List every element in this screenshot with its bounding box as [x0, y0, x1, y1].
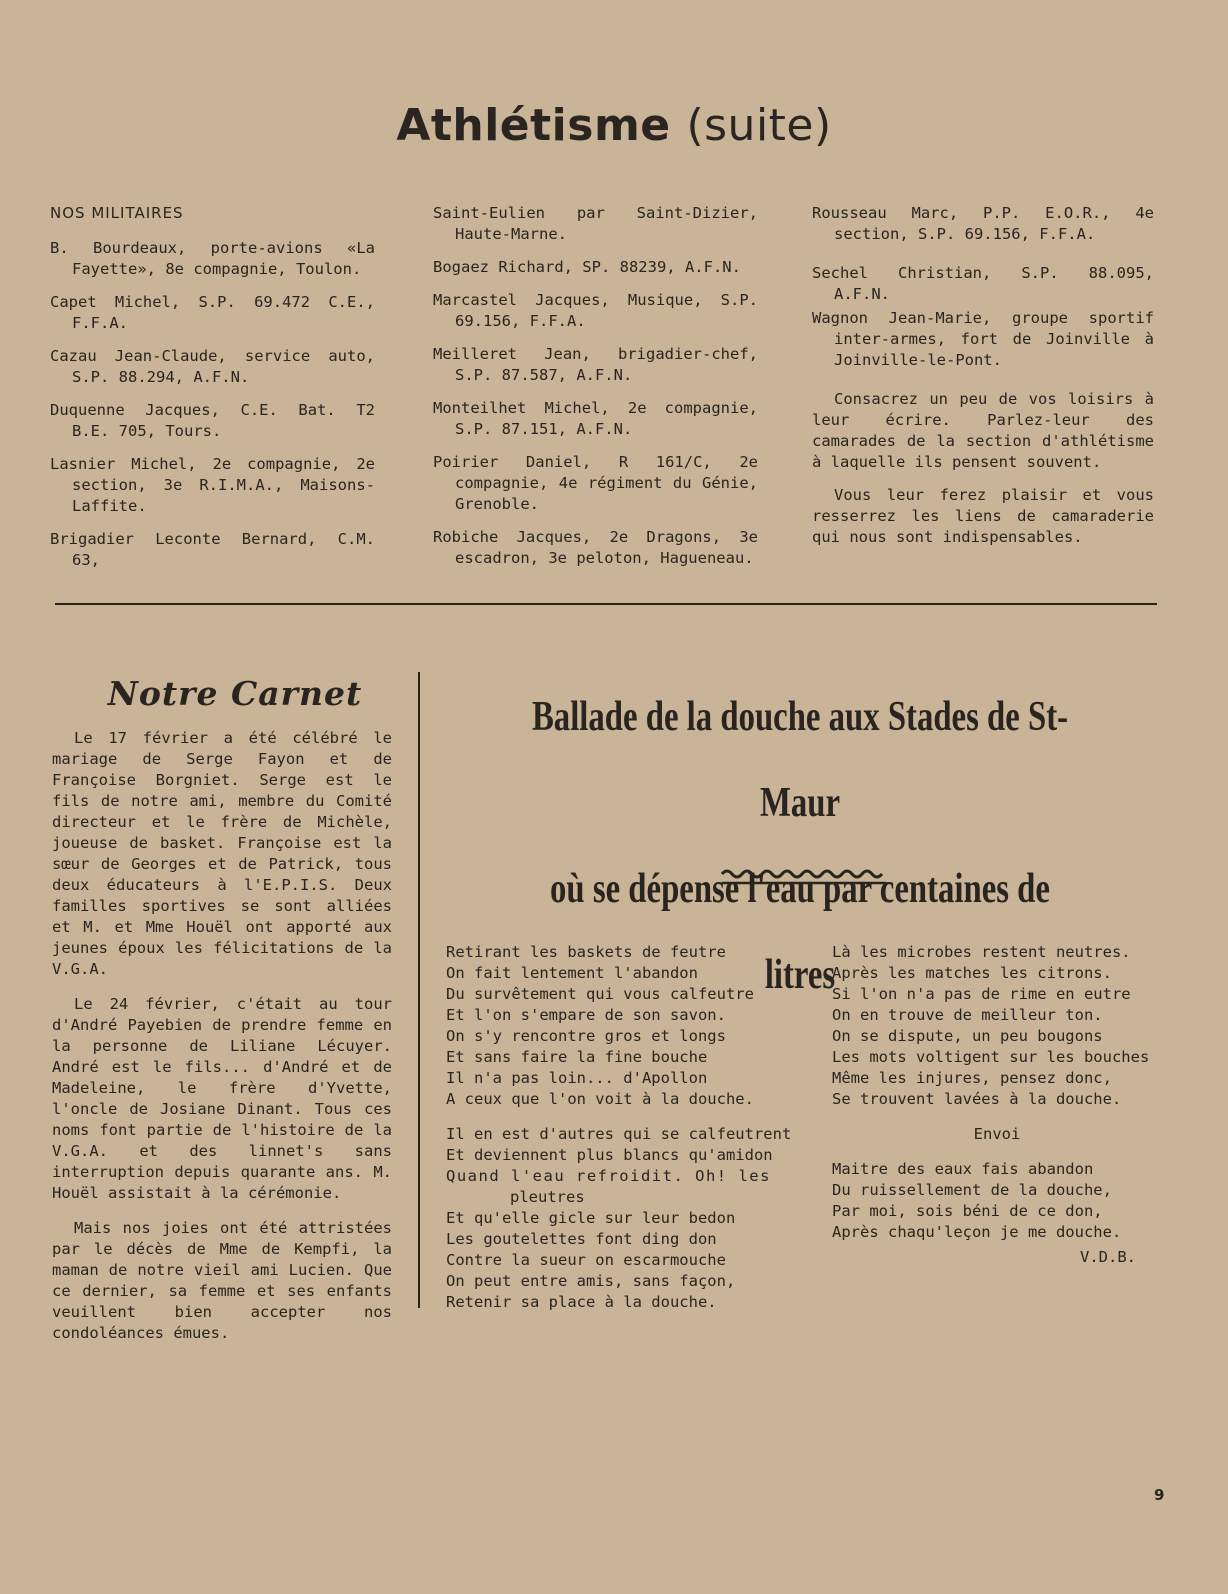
- poem-line: Retenir sa place à la douche.: [446, 1293, 717, 1311]
- militaires-col-2: [433, 203, 758, 581]
- page-number: 9: [1154, 1486, 1165, 1504]
- poem-stanza: [832, 942, 1162, 1110]
- title-suffix: (suite): [686, 100, 832, 151]
- militaire-entry: Capet Michel, S.P. 69.472 C.E., F.F.A.: [50, 293, 375, 332]
- poem-stanza: [446, 942, 786, 1110]
- poem-line: On se dispute, un peu bougons: [832, 1027, 1103, 1045]
- appeal-paragraph: Consacrez un peu de vos loisirs à leur écrire. Parlez-leur des camarades de la section d'athlétisme à laquelle ils pensent souvent.: [812, 390, 1154, 471]
- poem-line: Et sans faire la fine bouche: [446, 1048, 708, 1066]
- poem-line: Se trouvent lavées à la douche.: [832, 1090, 1122, 1108]
- poem-line: Retirant les baskets de feutre: [446, 943, 726, 961]
- militaires-heading: NOS MILITAIRES: [50, 204, 184, 222]
- ballade-title-line-2: où se dépense l'eau par centaines de litres: [550, 866, 1050, 998]
- militaire-entry: Brigadier Leconte Bernard, C.M. 63,: [50, 530, 375, 569]
- militaire-entry: Sechel Christian, S.P. 88.095, A.F.N.: [812, 264, 1154, 303]
- signature: V.D.B.: [1080, 1248, 1136, 1266]
- poem-line: Et qu'elle gicle sur leur bedon: [446, 1209, 736, 1227]
- militaire-entry: Robiche Jacques, 2e Dragons, 3e escadron, 3e peloton, Hagueneau.: [433, 528, 758, 567]
- poem-line: Et deviennent plus blancs qu'amidon: [446, 1146, 773, 1164]
- poem-line: A ceux que l'on voit à la douche.: [446, 1090, 754, 1108]
- militaire-entry: Duquenne Jacques, C.E. Bat. T2 B.E. 705, Tours.: [50, 401, 375, 440]
- carnet-paragraph: Le 24 février, c'était au tour d'André Payebien de prendre femme en la personne de Liliane Lécuyer. André est le fils... d'André et de Madeleine, le frère d'Yvette, l'oncle de Josiane Dinant. Tous ces noms font partie de l'histoire de la V.G.A. et des linnet's sans interruption depuis quarante ans. M. Houël assistait à la cérémonie.: [52, 995, 392, 1202]
- poem-line: On peut entre amis, sans façon,: [446, 1272, 736, 1290]
- poem-line: Après chaqu'leçon je me douche.: [832, 1223, 1122, 1241]
- militaire-entry: Meilleret Jean, brigadier-chef, S.P. 87.587, A.F.N.: [433, 345, 758, 384]
- poem-line: Là les microbes restent neutres.: [832, 943, 1131, 961]
- militaire-entry: Bogaez Richard, SP. 88239, A.F.N.: [433, 258, 741, 276]
- militaire-entry: Monteilhet Michel, 2e compagnie, S.P. 87.151, A.F.N.: [433, 399, 758, 438]
- militaire-entry: B. Bourdeaux, porte-avions «La Fayette», 8e compagnie, Toulon.: [50, 239, 375, 278]
- militaire-entry: Poirier Daniel, R 161/C, 2e compagnie, 4e régiment du Génie, Grenoble.: [433, 453, 758, 513]
- poem-line: Les mots voltigent sur les bouches: [832, 1048, 1150, 1066]
- page-title: [0, 100, 1228, 151]
- carnet-title: Notre Carnet: [107, 674, 363, 713]
- poem-line: Après les matches les citrons.: [832, 964, 1112, 982]
- poem-line: Par moi, sois béni de ce don,: [832, 1202, 1103, 1220]
- poem-line: Il en est d'autres qui se calfeutrent: [446, 1125, 792, 1143]
- poem-line: Maitre des eaux fais abandon: [832, 1160, 1094, 1178]
- militaire-entry: Cazau Jean-Claude, service auto, S.P. 88.294, A.F.N.: [50, 347, 375, 386]
- title-main: Athlétisme: [396, 100, 671, 151]
- poem-line: Contre la sueur on escarmouche: [446, 1251, 726, 1269]
- poem-line: Les goutelettes font ding don: [446, 1230, 717, 1248]
- poem-line: Il n'a pas loin... d'Apollon: [446, 1069, 708, 1087]
- carnet-paragraph: Le 17 février a été célébré le mariage de Serge Fayon et de Françoise Borgniet. Serge est le fils de notre ami, membre du Comité directeur et le frère de Michèle, joueuse de basket. Françoise est la sœur de Georges et de Patrick, tous deux éducateurs à l'E.P.I.S. Deux familles sportives se sont alliées et M. et Mme Houël ont apporté aux jeunes époux les félicitations de la V.G.A.: [52, 729, 392, 978]
- envoi-heading: Envoi: [973, 1125, 1021, 1143]
- poem-line: Du survêtement qui vous calfeutre: [446, 985, 754, 1003]
- poem-line: Du ruissellement de la douche,: [832, 1181, 1112, 1199]
- wave-ornament: [720, 866, 890, 888]
- poem-line: On fait lentement l'abandon: [446, 964, 698, 982]
- poem-line: On s'y rencontre gros et longs: [446, 1027, 726, 1045]
- poem-stanza: [832, 1159, 1162, 1243]
- column-divider: [418, 672, 420, 1308]
- ballade-title-line-1: Ballade de la douche aux Stades de St-Maur: [531, 694, 1069, 826]
- militaire-entry: Rousseau Marc, P.P. E.O.R., 4e section, S.P. 69.156, F.F.A.: [812, 204, 1154, 243]
- militaire-entry: Lasnier Michel, 2e compagnie, 2e section, 3e R.I.M.A., Maisons-Laffite.: [50, 455, 375, 515]
- section-divider: [55, 603, 1157, 605]
- militaire-entry: Wagnon Jean-Marie, groupe sportif inter-armes, fort de Joinville à Joinville-le-Pont.: [812, 309, 1154, 369]
- poem-line: Si l'on n'a pas de rime en eutre: [832, 985, 1131, 1003]
- poem-line: Quand l'eau refroidit. Oh! les: [446, 1167, 771, 1185]
- poem-line: Même les injures, pensez donc,: [832, 1069, 1112, 1087]
- militaire-entry: Marcastel Jacques, Musique, S.P. 69.156, F.F.A.: [433, 291, 758, 330]
- carnet-paragraph: Mais nos joies ont été attristées par le décès de Mme de Kempfi, la maman de notre vieil ami Lucien. Que ce dernier, sa femme et ses enfants veuillent bien accepter nos condoléances émues.: [52, 1219, 392, 1342]
- carnet-body: [52, 728, 392, 1356]
- poem-line: pleutres: [510, 1188, 585, 1206]
- poem-right-column: [832, 942, 1162, 1268]
- poem-line: On en trouve de meilleur ton.: [832, 1006, 1103, 1024]
- appeal-paragraph: Vous leur ferez plaisir et vous resserrez les liens de camaraderie qui nous sont indispensables.: [812, 486, 1154, 546]
- poem-stanza: [446, 1124, 792, 1313]
- militaires-col-1: [50, 203, 375, 583]
- militaires-col-3: [812, 203, 1154, 560]
- militaire-entry: Saint-Eulien par Saint-Dizier, Haute-Marne.: [433, 204, 758, 243]
- poem-line: Et l'on s'empare de son savon.: [446, 1006, 726, 1024]
- poem-left-column: [446, 942, 792, 1327]
